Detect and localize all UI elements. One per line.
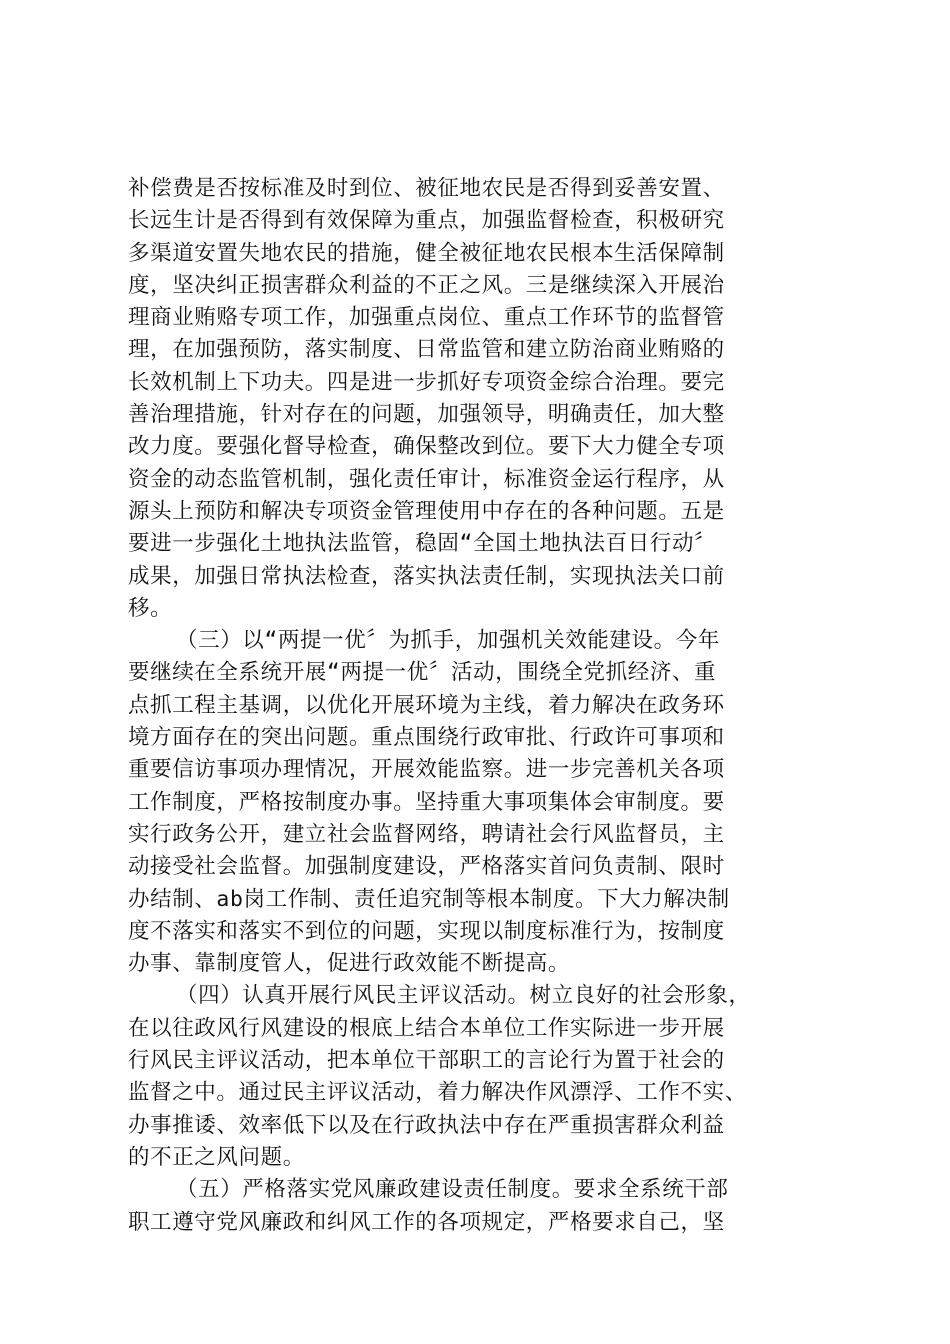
text-line: 理，在加强预防，落实制度、日常监管和建立防治商业贿赂的 (128, 337, 725, 363)
text-line: 点抓工程主基调，以优化开展环境为主线，着力解决在政务环 (128, 692, 725, 718)
text-line: 善治理措施，针对存在的问题，加强领导，明确责任，加大整 (128, 402, 725, 428)
text-line: 要进一步强化土地执法监管，稳固“全国土地执法百日行动〞 (128, 531, 717, 557)
text-line: 多渠道安置失地农民的措施，健全被征地农民根本生活保障制 (128, 240, 725, 266)
text-line: 实行政务公开，建立社会监督网络，聘请社会行风监督员，主 (128, 821, 725, 847)
text-line: 职工遵守党风廉政和纠风工作的各项规定，严格要求自己，坚 (128, 1209, 725, 1235)
text-line: 动接受社会监督。加强制度建设，严格落实首问负责制、限时 (128, 854, 725, 880)
text-line: 补偿费是否按标准及时到位、被征地农民是否得到妥善安置、 (128, 176, 725, 201)
text-line: 办事推诿、效率低下以及在行政执法中存在严重损害群众利益 (128, 1112, 725, 1138)
text-line: 移。 (128, 595, 173, 621)
paragraph-first-line: （三）以“两提一优〞为抓手，加强机关效能建设。今年 (176, 628, 720, 654)
text-line: 长远生计是否得到有效保障为重点，加强监督检查，积极研究 (128, 208, 725, 234)
text-line: 办结制、ab岗工作制、责任追究制等根本制度。下大力解决制 (128, 886, 730, 912)
text-line: 要继续在全系统开展“两提一优〞活动，围绕全党抓经济、重 (128, 660, 717, 686)
text-line: 境方面存在的突出问题。重点围绕行政审批、行政许可事项和 (128, 725, 725, 751)
text-line: 改力度。要强化督导检查，确保整改到位。要下大力健全专项 (128, 434, 725, 460)
text-line: 成果，加强日常执法检查，落实执法责任制，实现执法关口前 (128, 563, 725, 589)
text-line: 在以往政风行风建设的根底上结合本单位工作实际进一步开展 (128, 1015, 725, 1041)
text-line: 度，坚决纠正损害群众利益的不正之风。三是继续深入开展治 (128, 272, 725, 298)
text-line: 理商业贿赂专项工作，加强重点岗位、重点工作环节的监督管 (128, 305, 725, 331)
text-line: 重要信访事项办理情况，开展效能监察。进一步完善机关各项 (128, 757, 725, 783)
text-line: 工作制度，严格按制度办事。坚持重大事项集体会审制度。要 (128, 789, 725, 815)
text-line: 办事、靠制度管人，促进行政效能不断提高。 (128, 951, 571, 977)
text-line: 源头上预防和解决专项资金管理使用中存在的各种问题。五是 (128, 498, 725, 524)
text-line: 长效机制上下功夫。四是进一步抓好专项资金综合治理。要完 (128, 369, 725, 395)
text-line: 监督之中。通过民主评议活动，着力解决作风漂浮、工作不实、 (128, 1080, 747, 1106)
paragraph-first-line: （五）严格落实党风廉政建设责任制度。要求全系统干部 (176, 1177, 729, 1203)
text-line: 的不正之风问题。 (128, 1144, 305, 1170)
text-line: 行风民主评议活动，把本单位干部职工的言论行为置于社会的 (128, 1048, 725, 1074)
document-body-text (128, 173, 828, 1239)
paragraph-first-line: （四）认真开展行风民主评议活动。树立良好的社会形象， (176, 983, 751, 1009)
text-line: 资金的动态监管机制，强化责任审计，标准资金运行程序，从 (128, 466, 725, 492)
text-line: 度不落实和落实不到位的问题，实现以制度标准行为，按制度 (128, 918, 725, 944)
